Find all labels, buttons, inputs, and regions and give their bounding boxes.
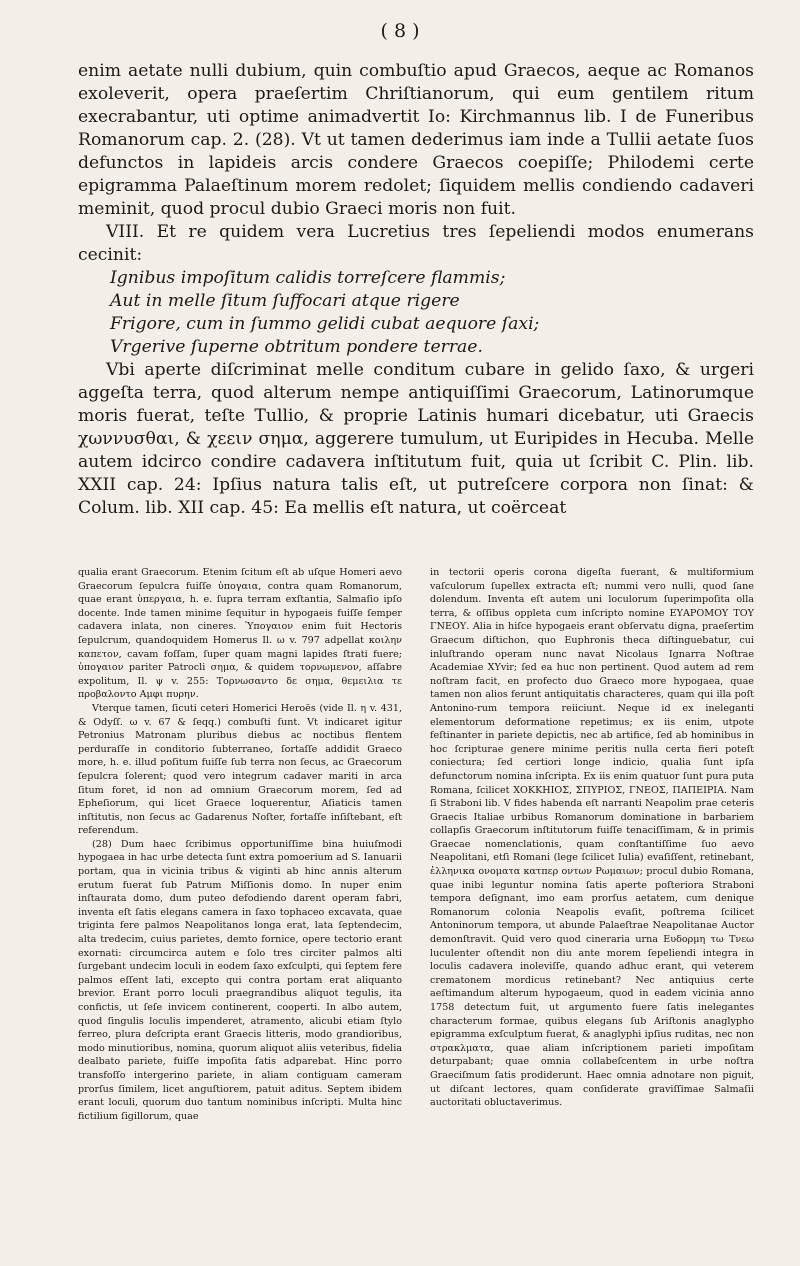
page-number: ( 8 ) [380,20,420,42]
footnote-column-left [78,566,402,1123]
verse-line: Vrgerive ſuperne obtritum pondere terrae. [110,337,483,357]
footnote-paragraph: Vterque tamen, ſicuti ceteri Homerici Heroës (vide Il. η v. 431, & Odyſſ. ω v. 67 & ſeqq.) combuſti ſunt. Vt indicaret igitur Petronius Matronam pluribus diebus ac noctibus flentem perduraſſe in conditorio ſubterraneo, ſortaſſe addidit Graeco more, h. e. illud poſitum fuiſſe ſub terra non ſecus, ac Graecorum ſepulcra ſolerent; quod vero integrum cadaver mariti in arca ſitum foret, id non ad omnium Graecorum morem, ſed ad Epheſiorum, qui licet Graece loquerentur, Aſiaticis tamen inſtitutis, non ſecus ac Gadarenus Noſter, fortaſſe inſiſtebant, eſt referendum. [78,702,402,837]
footnote-paragraph: qualia erant Graecorum. Etenim ſcitum eſt ab uſque Homeri aevo Graecorum ſepulcra fuiſſe ὑπογαια, contra quam Romanorum, quae erant ὑπεργαια, h. e. ſupra terram exſtantia, Salmaſio ipſo docente. Inde tamen minime ſequitur in hypogaeis fuiſſe ſemper cadavera inlata, non cineres. Ὑπογαιον enim fuit Hectoris ſepulcrum, quandoquidem Homerus Il. ω v. 797 adpellat κοιλην καπετον, cavam foſſam, ſuper quam magni lapides ſtrati fuere; ὑπογαιον pariter Patrocli σημα, & quidem τορνωμενον, aſſabre expolitum, Il. ψ v. 255: Τορνωσαντο δε σημα, θεμειλια τε προβαλοντο Αμφι πυρην. [78,567,402,701]
footnote-paragraph: in tectorii operis corona digeſta fuerant, & multiformium vaſculorum ſupellex extracta eſt; nummi vero nulli, quod ſane dolendum. Inventa eſt autem uni loculorum ſuperimpoſita olla terra, & oſſibus oppleta cum inſcripto nomine ΕΥΑΡΟΜΟΥ ΤΟΥ ΓΝΕΟΥ. Alia in hiſce hypogaeis erant obſervatu digna, praeſertim Graecum diſtichon, quo Euphronis theca diſtinguebatur, cui inluſtrando operam nunc navat Nicolaus Ignarra Noſtrae Academiae ΧΥvir; ſed ea huc non pertinent. Quod autem ad rem noſtram facit, en profecto duo Graeco more hypogaea, quae tamen non alios ferunt antiquitatis characteres, quam qui illa poſt Antonino-rum tempora reiiciunt. Neque id ex ineleganti elementorum deformatione repetimus; ex iis enim, utpote feſtinanter in pariete depictis, nec ab artifice, ſed ab hominibus in hoc ſcripturae genere minime peritis nulla certa fieri poteſt coniectura; ſed certiori longe indicio, qualia ſunt ipſa defunctorum nomina inſcripta. Ex iis enim quatuor ſunt pura puta Romana, ſcilicet ΧΟΚΚΗΙΟΣ, ΣΠΥΡΙΟΣ, ΓΝΕΟΣ, ΠΑΠΕΙΡΙΑ. Nam ſi Straboni lib. V fides habenda eſt narranti Neapolim prae ceteris Graecis Italiae urbibus Romanorum dominatione in barbariem collapſis Graecorum inſtitutorum fuiſſe tenaciſſimam, & in primis Graecae nomenclationis, quam conſtantiſſime ſuo aevo Neapolitani, etſi Romani (lege ſcilicet Iulia) evaſiſſent, retinebant, ἐλληνικα ονοματα κατπερ οντων Ρωμαιων; procul dubio Romana, quae inibi leguntur nomina ſatis aperte poſteriora Straboni tempora deſignant, imo eam prorſus aetatem, cum denique Romanorum colonia Neapolis evaſit, poſtrema ſcilicet Antoninorum tempora, ut abunde Palaeſtrae Neapolitanae Auctor demonſtravit. Quid vero quod cineraria urna Ευδορμη τω Τνεω luculenter oſtendit non diu ante morem ſepeliendi integra in loculis cadavera inoleviſſe, quando adhuc erant, qui veterem crematonem mordicus retinebant? Nec antiquius certe aeſtimandum alterum hypogaeum, quod in eadem vicinia anno 1758 detectum fuit, ut argumento fuere ſatis inelegantes characterum formae, quibus elegans ſub Ariſtonis anaglypho epigramma exſculptum fuerat, & anaglyphi ipſius ruditas, nec non στρακλματα, quae aliam inſcriptionem parieti impoſitam deturpabant; quae omnia collabeſcentem in urbe noſtra Graeciſmum ſatis prodiderunt. Haec omnia adnotare non piguit, ut diſcant lectores, quam conſiderate graviſſimae Salmaſii auctoritati obluctaverimus. [430,567,754,1109]
main-paragraph-1: enim aetate nulli dubium, quin combuſtio apud Graecos, aeque ac Romanos exoleverit, opera praeſertim Chriſtianorum, qui eum gentilem ritum execrabantur, uti optime animadvertit Io: Kirchmannus lib. I de Funeribus Romanorum cap. 2. (28). Vt ut tamen dederimus iam inde a Tullii aetate ſuos defunctos in lapideis arcis condere Graecos coepiſſe; Philodemi certe epigramma Palaeſtinum morem redolet; ſiquidem mellis condiendo cadaveri meminit, quod procul dubio Graeci moris non fuit. [78,61,754,219]
verse-line: Aut in melle ſitum ſuffocari atque rigere [110,291,460,311]
main-paragraph-2: VIII. Et re quidem vera Lucretius tres ſepeliendi modos enumerans cecinit: [78,222,754,265]
footnote-column-right [430,566,754,1123]
verse-line: Frigore, cum in ſummo gelidi cubat aequore ſaxi; [110,314,540,334]
main-paragraph-3: Vbi aperte diſcriminat melle conditum cubare in gelido ſaxo, & urgeri aggeſta terra, quod alterum nempe antiquiſſimi Graecorum, Latinorumque moris fuerat, teſte Tullio, & proprie Latinis humari dicebatur, uti Graecis χωννυσθαι, & χεειν σημα, aggerere tumulum, ut Euripides in Hecuba. Melle autem idcirco condire cadavera inſtitutum fuit, quia ut ſcribit C. Plin. lib. XXII cap. 24: Ipſius natura talis eſt, ut putreſcere corpora non ſinat: & Colum. lib. XII cap. 45: Ea mellis eſt natura, ut coërceat [78,360,754,518]
footnote-paragraph: (28) Dum haec ſcribimus opportuniſſime bina huiuſmodi hypogaea in hac urbe detecta ſunt extra pomoerium ad S. Ianuarii portam, qua in vicinia tribus & viginti ab hinc annis alterum erutum fuerat ſub Patrum Miſſionis domo. In nuper enim inſtaurata domo, dum puteo defodiendo darent operam fabri, inventa eſt ſatis elegans camera in ſaxo tophaceo excavata, quae triginta fere palmos Neapolitanos longa erat, lata ſeptendecim, alta tredecim, cuius parietes, demto fornice, opere tectorio erant exornati: circumcirca autem e ſolo tres circiter palmos alti ſurgebant undecim loculi in eodem ſaxo exſculpti, qui ſeptem fere palmos eſſent lati, excepto qui contra portam erat aliquanto brevior. Erant porro loculi praegrandibus aliquot tegulis, ita confictis, ut ſeſe invicem continerent, cooperti. In albo autem, quod ſingulis loculis impenderet, atramento, alicubi etiam ſtylo ferreo, plura deſcripta erant Graecis litteris, modo grandioribus, modo minutioribus, nomina, quorum aliquot aliis veteribus, fidelia dealbato pariete, fuiſſe impoſita ſatis adparebat. Hinc porro transfoſſo intergerino pariete, in aliam contiguam cameram prorſus ſimilem, licet anguſtiorem, patuit aditus. Septem ibidem erant loculi, quorum duo tantum nominibus inſcripti. Multa hinc fictilium ſigillorum, quae [78,838,402,1122]
verse-line: Ignibus impoſitum calidis torreſcere flammis; [110,268,506,288]
lucretius-verse [110,267,754,359]
main-text [78,60,754,520]
footnotes [78,566,754,1123]
